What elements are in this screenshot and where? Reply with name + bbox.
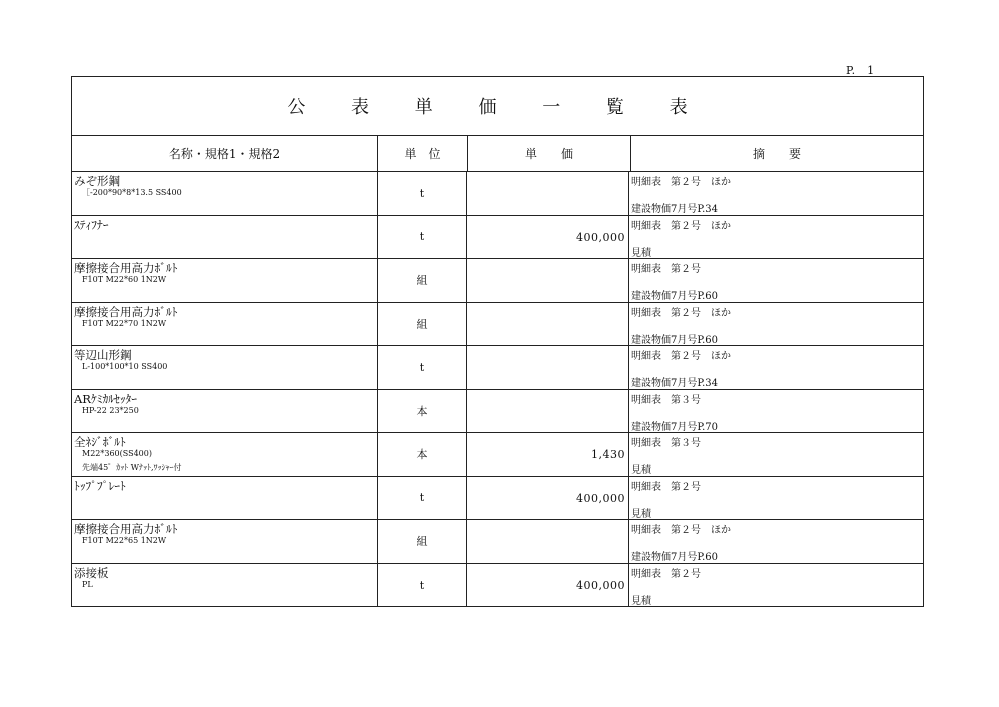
table-row: [72, 520, 923, 564]
remark-line1: 明細表 第２号 ほか: [631, 351, 731, 362]
unit-cell: 組: [377, 303, 466, 346]
item-name: みぞ形鋼: [74, 174, 120, 188]
name-cell: [72, 216, 377, 259]
price-cell: [466, 390, 628, 433]
unit-cell: t: [377, 477, 466, 520]
item-name: ARｹﾐｶﾙｾｯﾀｰ: [74, 391, 137, 406]
header-remarks: 摘 要: [630, 136, 923, 171]
remark-line1: 明細表 第３号: [631, 438, 701, 449]
price-list-table: [71, 76, 924, 607]
remark-line2: 建設物価7月号P.34: [631, 378, 718, 389]
unit-price: 400,000: [576, 578, 625, 592]
remark-line2: 建設物価7月号P.34: [631, 204, 718, 215]
remarks-cell: [628, 520, 923, 563]
unit-cell: t: [377, 346, 466, 389]
unit-cell: 組: [377, 259, 466, 302]
item-spec1: PL: [82, 579, 93, 589]
remarks-cell: [628, 216, 923, 259]
remark-line1: 明細表 第３号: [631, 394, 701, 406]
name-cell: [72, 259, 377, 302]
name-cell: [72, 172, 377, 215]
name-cell: [72, 303, 377, 346]
table-row: [72, 259, 923, 303]
table-row: [72, 216, 923, 260]
remark-line1: 明細表 第２号 ほか: [631, 220, 731, 232]
remarks-cell: [628, 433, 923, 476]
table-body: [72, 172, 923, 607]
header-unit: 単 位: [377, 136, 467, 171]
unit-price: 1,430: [591, 448, 625, 461]
remark-line2: 建設物価7月号P.60: [631, 291, 718, 302]
remarks-cell: [628, 259, 923, 302]
remark-line2: 見積: [631, 465, 651, 476]
unit-cell: 本: [377, 390, 466, 433]
remarks-cell: [628, 564, 923, 608]
price-cell: [466, 520, 628, 563]
price-cell: [466, 433, 628, 476]
unit-cell: 本: [377, 433, 466, 476]
item-name: 全ﾈｼﾞﾎﾞﾙﾄ: [74, 435, 126, 449]
remark-line2: 建設物価7月号P.70: [631, 421, 718, 433]
unit-cell: t: [377, 172, 466, 215]
remark-line2: 建設物価7月号P.60: [631, 334, 718, 346]
item-name: 添接板: [74, 565, 109, 580]
table-row: [72, 390, 923, 434]
remarks-cell: [628, 390, 923, 433]
item-name: ﾄｯﾌﾟﾌﾟﾚｰﾄ: [74, 478, 126, 493]
page-number: P. 1: [846, 64, 875, 77]
remarks-cell: [628, 346, 923, 389]
remark-line1: 明細表 第２号 ほか: [631, 525, 731, 536]
unit-cell: 組: [377, 520, 466, 563]
remarks-cell: [628, 303, 923, 346]
unit-cell: t: [377, 564, 466, 608]
item-name: ｽﾃｨﾌﾅｰ: [74, 217, 109, 232]
item-spec2: 先端45゜ｶｯﾄ Wﾅｯﾄ,ﾜｯｼｬｰ付: [82, 463, 182, 472]
price-cell: [466, 477, 628, 520]
remark-line1: 明細表 第２号 ほか: [631, 177, 731, 188]
remark-line2: 見積: [631, 508, 651, 520]
remarks-cell: [628, 477, 923, 520]
table-row: [72, 433, 923, 477]
item-spec1: F10T M22*70 1N2W: [82, 318, 167, 328]
price-cell: [466, 172, 628, 215]
item-spec1: F10T M22*60 1N2W: [82, 275, 167, 284]
table-header: [72, 136, 923, 172]
item-name: 等辺山形鋼: [74, 348, 132, 362]
item-spec1: L-100*100*10 SS400: [82, 362, 168, 371]
table-row: [72, 346, 923, 390]
name-cell: [72, 477, 377, 520]
item-spec1: ［-200*90*8*13.5 SS400: [82, 188, 182, 197]
remark-line1: 明細表 第２号: [631, 264, 701, 275]
table-row: [72, 477, 923, 521]
name-cell: [72, 564, 377, 608]
remark-line2: 建設物価7月号P.60: [631, 552, 718, 563]
name-cell: [72, 433, 377, 476]
price-cell: [466, 303, 628, 346]
price-cell: [466, 259, 628, 302]
name-cell: [72, 390, 377, 433]
remark-line2: 見積: [631, 247, 651, 259]
unit-cell: t: [377, 216, 466, 259]
table-row: [72, 172, 923, 216]
name-cell: [72, 346, 377, 389]
table-row: [72, 303, 923, 347]
name-cell: [72, 520, 377, 563]
item-spec1: F10T M22*65 1N2W: [82, 536, 167, 545]
header-name: 名称・規格1・規格2: [168, 147, 281, 161]
price-cell: [466, 564, 628, 608]
unit-price: 400,000: [576, 491, 625, 505]
item-spec1: M22*360(SS400): [82, 449, 152, 458]
header-price: 単 価: [467, 136, 630, 171]
remark-line1: 明細表 第２号 ほか: [631, 307, 731, 319]
remarks-cell: [628, 172, 923, 215]
item-spec1: HP-22 23*250: [82, 405, 139, 415]
price-cell: [466, 346, 628, 389]
item-name: 摩擦接合用高力ﾎﾞﾙﾄ: [74, 304, 178, 319]
item-name: 摩擦接合用高力ﾎﾞﾙﾄ: [74, 261, 178, 275]
unit-price: 400,000: [576, 230, 625, 244]
remark-line2: 見積: [631, 595, 651, 607]
item-name: 摩擦接合用高力ﾎﾞﾙﾄ: [74, 522, 178, 536]
remark-line1: 明細表 第２号: [631, 481, 701, 493]
document-title: 公 表 単 価 一 覧 表: [72, 77, 923, 136]
price-cell: [466, 216, 628, 259]
table-row: [72, 564, 923, 608]
remark-line1: 明細表 第２号: [631, 568, 701, 580]
